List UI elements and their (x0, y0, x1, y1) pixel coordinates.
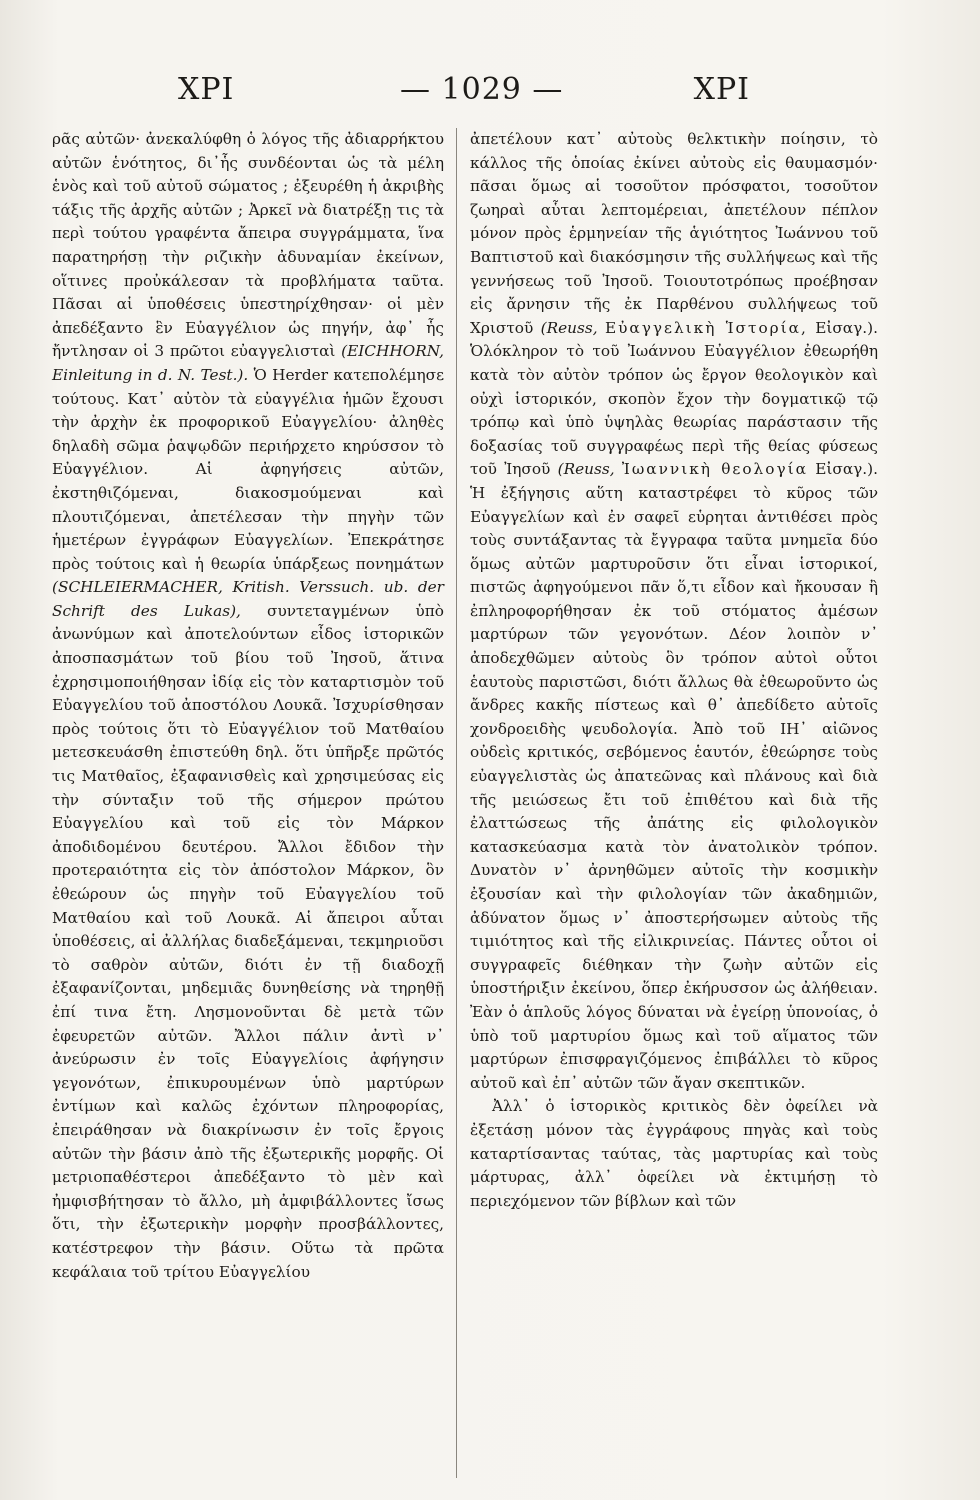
right-column (470, 128, 878, 1213)
right-text-3: Ἡ ἐξήγησις αὕτη καταστρέφει τὸ κῦρος τῶν Εὐαγγελίων καὶ ἐν σαφεῖ εὑρηται ἀντιθέσει πρὸς τοὺς συντάξαντας τὰ ἔγγραφα ταῦτα μνημεῖα δύο ὅμως αὐτῶν μαρτυροῦσιν ὅτι εἶναι ἱστορικοί, πιστῶς ἀφηγούμενοι πᾶν ὅ,τι εἶδον καὶ ἤκουσαν ἢ ἐπληροφορήθησαν ἐκ τοῦ στόματος ἀμέσων μαρτύρων τῶν γεγονότων. Δέον λοιπὸν ν᾽ ἀποδεχθῶμεν αὐτοὺς ὃν τρόπον αὐτοὶ οὗτοι ἑαυτοὺς παριστῶσι, διότι ἄλλως θὰ ἐθεωροῦντο ὡς ἄνδρες κακῆς πίστεως καὶ θ᾽ ἀπεδίδετο αὐτοῖς χονδροειδὴς ψευδολογία. Ἀπὸ τοῦ ΙΗ᾽ αἰῶνος οὐδεὶς κριτικός, σεβόμενος ἑαυτόν, ἐθεώρησε τοὺς εὐαγγελιστὰς ὡς ἀπατεῶνας καὶ πλάνους καὶ διὰ τῆς μειώσεως ἔτι τοῦ ἐπιθέτου καὶ διὰ τῆς ἐλαττώσεως τῆς ἀπάτης εἰς φιλολογικὸν κατασκεύασμα κατὰ τὸν ἀνατολικὸν τρόπον. Δυνατὸν ν᾽ ἀρνηθῶμεν αὐτοῖς τὴν κοσμικὴν ἐξουσίαν καὶ τὴν φιλολογίαν τῶν ἀκαδημιῶν, ἀδύνατον ὅμως ν᾽ ἀποστερήσωμεν αὐτοὺς τῆς τιμιότητος καὶ τῆς εἰλικρινείας. Πάντες οὗτοι οἱ συγγραφεῖς διέθηκαν τὴν ζωὴν αὐτῶν εἰς ὑποστήριξιν ἐκείνου, ὅπερ ἐκήρυσσον ὡς ἀλήθειαν. Ἐὰν ὁ ἁπλοῦς λόγος δύναται νὰ ἐγείρῃ ὑπονοίας, ὁ ὑπὸ τοῦ μαρτυρίου ὅμως καὶ τοῦ αἵματος τῶν μαρτύρων ἐπισφραγιζόμενος ἐπιβάλλει τὸ κῦρος αὐτοῦ καὶ ἐπ᾽ αὐτῶν τῶν ἄγαν σκεπτικῶν. (470, 483, 878, 1092)
citation-schleiermacher: (SCHLEIERMACHER, Kritish. Verssuch. ub. der Schrift des Lukas), (52, 578, 444, 620)
citation-reuss-2: (Reuss, (557, 460, 615, 479)
right-paragraph-2: Ἀλλ᾽ ὁ ἱστορικὸς κριτικὸς δὲν ὀφείλει νὰ ἐξετάσῃ μόνον τὰς ἐγγράφους πηγὰς καὶ τοὺς καταρτίσαντας ταύτας, τὰς μαρτυρίας καὶ τοὺς μάρτυρας, ἀλλ᾽ ὀφείλει νὰ ἐκτιμήσῃ τὸ περιεχόμενον τῶν βίβλων καὶ τῶν (470, 1097, 878, 1210)
citation-reuss-2-title: Ἰωαννικὴ θεολογία (621, 460, 808, 479)
right-text-2: Ὁλόκληρον τὸ τοῦ Ἰωάννου Εὐαγγέλιον ἐθεωρήθη κατὰ τὸν αὐτὸν τρόπον ὡς ἔργον θεολογικὸν καὶ οὐχὶ ἱστορικόν, σκοπὸν ἔχον τὴν δογματικῷ τῷ τρόπῳ καὶ ὑπὸ ὑψηλὰς θεωρίας παράστασιν τῆς δοξασίας τοῦ συγγραφέως περὶ τῆς θείας φύσεως τοῦ Ἰησοῦ (470, 342, 878, 479)
header-left-keyword: ΧΡΙ (178, 72, 235, 107)
left-paragraph-1 (52, 128, 444, 1284)
citation-reuss-2-section: Εἰσαγ.). (815, 460, 878, 479)
header-right-keyword: ΧΡΙ (693, 72, 750, 107)
left-text-3: συντεταγμένων ὑπὸ ἀνωνύμων καὶ ἀποτελούντων εἶδος ἱστορικῶν ἀποσπασμάτων τοῦ βίου τοῦ Ἰησοῦ, ἅτινα ἐχρησιμοποιήθησαν ἰδίᾳ εἰς τὸν καταρτισμὸν τοῦ Εὐαγγελίου τοῦ ἀποστόλου Λουκᾶ. Ἰσχυρίσθησαν πρὸς τούτοις ὅτι τὸ Εὐαγγέλιον τοῦ Ματθαίου μετεσκευάσθη ἐπιστεύθη δηλ. ὅτι ὑπῆρξε πρῶτός τις Ματθαῖος, ἐξαφανισθεὶς καὶ χρησιμεύσας εἰς τὴν σύνταξιν τοῦ τῆς σήμερον πρώτου Εὐαγγελίου καὶ τοῦ εἰς τὸν Μάρκον ἀποδιδομένου δευτέρου. Ἄλλοι ἔδιδον τὴν προτεραιότητα εἰς τὸν ἀπόστολον Μάρκον, ὃν ἐθεώρουν ὡς πηγὴν τοῦ Εὐαγγελίου τοῦ Ματθαίου καὶ τοῦ Λουκᾶ. Αἱ ἄπειροι αὗται ὑποθέσεις, αἱ ἀλλήλας διαδεξάμεναι, τεκμηριοῦσι τὸ σαθρὸν αὐτῶν, διότι ἐν τῇ διαδοχῇ ἐξαφανίζονται, μηδεμιᾶς δυνηθείσης νὰ τηρηθῇ ἐπί τινα ἔτη. Λησμονοῦνται δὲ μετὰ τῶν ἐφευρετῶν αὐτῶν. Ἄλλοι πάλιν ἀντὶ ν᾽ ἀνεύρωσιν ἐν τοῖς Εὐαγγελίοις ἀφήγησιν γεγονότων, ἐπικυρουμένων ὑπὸ μαρτύρων ἐντίμων καὶ καλῶς ἐχόντων πληροφορίας, ἐπειράθησαν νὰ διακρίνωσιν ἐν τοῖς ἔργοις αὐτῶν τὴν βάσιν ἀπὸ τῆς ἐξωτερικῆς μορφῆς. Οἱ μετριοπαθέστεροι ἀπεδέξαντο τὸ μὲν καὶ ἠμφισβήτησαν τὸ ἄλλο, μὴ ἀμφιβάλλοντες ἴσως ὅτι, τὴν ἐξωτερικὴν μορφὴν προσβάλλοντες, κατέστρεφον τὴν βάσιν. Οὕτω τὰ πρῶτα κεφάλαια τοῦ τρίτου Εὐαγγελίου (52, 601, 444, 1281)
left-text-2: Ὁ Herder κατεπολέμησε τούτους. Κατ᾽ αὐτὸν τὰ εὐαγγέλια ἡμῶν ἔχουσι τὴν ἀρχὴν ἐκ προφορικοῦ Εὐαγγελίου· ἀληθὲς δηλαδὴ σῶμα ῥαψῳδῶν περιήρχετο κηρύσσον τὸ Εὐαγγέλιον. Αἱ ἀφηγήσεις αὐτῶν, ἐκστηθιζόμεναι, διακοσμούμεναι καὶ πλουτιζόμεναι, ἀπετέλεσαν τὴν πηγὴν τῶν ἡμετέρων ἐγγράφων Εὐαγγελίων. Ἐπεκράτησε πρὸς τούτοις καὶ ἡ θεωρία ὑπάρξεως πονημάτων (52, 365, 445, 573)
right-paragraph-1 (470, 128, 878, 1095)
citation-reuss-1: (Reuss, (540, 318, 598, 337)
running-header (60, 72, 920, 122)
left-column (52, 128, 444, 1284)
page-number: — 1029 — (400, 72, 564, 107)
citation-eichhorn: (EICHHORN, Einleitung in d. N. Test.). (52, 342, 444, 384)
column-divider (456, 128, 457, 1478)
citation-reuss-1-section: Εἰσαγ.). (815, 318, 878, 337)
right-text-1: ἀπετέλουν κατ᾽ αὐτοὺς θελκτικὴν ποίησιν, τὸ κάλλος τῆς ὁποίας ἐκίνει αὐτοὺς εἰς θαυμασμόν· πᾶσαι ὅμως αἱ τοσοῦτον πρόσφατοι, τοσοῦτον ζωηραὶ αὗται λεπτομέρειαι, ἀπετέλουν πέπλον μόνον πρὸς ἑρμηνείαν τῆς ἁγιότητος Ἰωάννου τοῦ Βαπτιστοῦ καὶ διακόσμησιν τῆς συλλήψεως καὶ τῆς γεννήσεως τοῦ Ἰησοῦ. Τοιουτοτρόπως προέβησαν εἰς ἄρνησιν τῆς ἐκ Παρθένου συλλήψεως τοῦ Χριστοῦ (470, 130, 878, 337)
left-text-1: ρᾶς αὐτῶν· ἀνεκαλύφθη ὁ λόγος τῆς ἀδιαρρήκτου αὐτῶν ἑνότητος, δι᾽ἧς συνδέονται ὡς τὰ μέλη ἑνὸς καὶ τοῦ αὐτοῦ σώματος ; ἐξευρέθη ἡ ἀκριβὴς τάξις τῆς ἀρχῆς αὐτῶν ; Ἀρκεῖ νὰ διατρέξῃ τις τὰ περὶ τούτου γραφέντα ἄπειρα συγγράμματα, ἵνα παρατηρήσῃ τὴν ριζικὴν ἀδυναμίαν ἐκείνων, οἵτινες προὐκάλεσαν τὰ προβλήματα ταῦτα. Πᾶσαι αἱ ὑποθέσεις ὑπεστηρίχθησαν· οἱ μὲν ἀπεδέξαντο ἓν Εὐαγγέλιον ὡς πηγήν, ἀφ᾽ ἧς ἤντλησαν οἱ 3 πρῶτοι εὐαγγελισταὶ (52, 130, 444, 361)
citation-reuss-1-title: Εὐαγγελικὴ Ἱστορία, (604, 318, 808, 337)
